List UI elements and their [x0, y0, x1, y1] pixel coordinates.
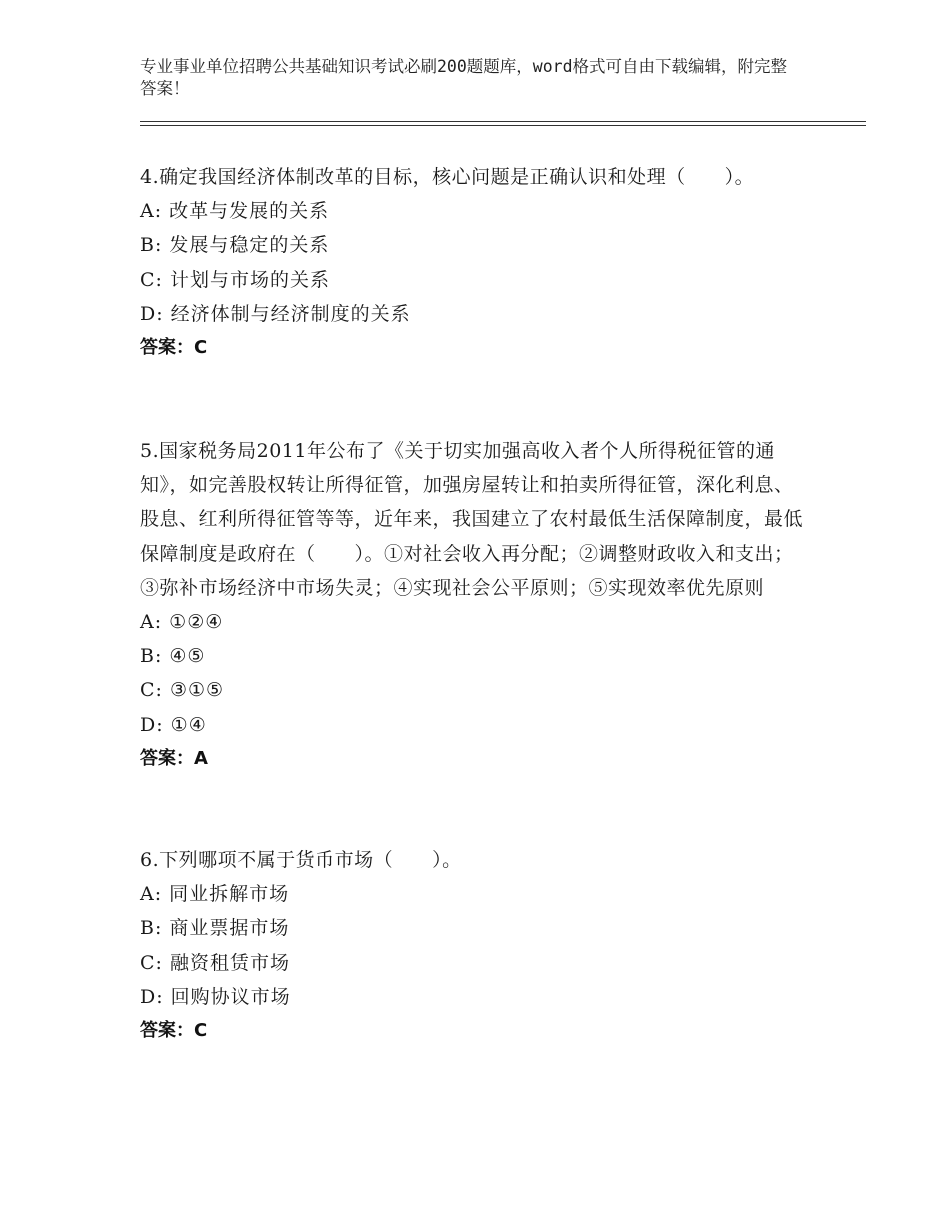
question-4	[140, 160, 810, 365]
header-divider-bottom	[140, 125, 866, 126]
question-stem: 5.国家税务局2011年公布了《关于切实加强高收入者个人所得税征管的通知》，如完善股权转让所得征管，加强房屋转让和拍卖所得征管，深化利息、股息、红利所得征管等等，近年来，我国建立了农村最低生活保障制度，最低保障制度是政府在（ ）。①对社会收入再分配；②调整财政收入和支出；③弥补市场经济中市场失灵；④实现社会公平原则；⑤实现效率优先原则	[140, 440, 804, 599]
question-6	[140, 843, 810, 1048]
option-a: A: 同业拆解市场	[140, 883, 290, 906]
option-c: C: 计划与市场的关系	[140, 268, 330, 291]
option-a: A: 改革与发展的关系	[140, 200, 330, 223]
option-b: B: ④⑤	[140, 645, 206, 668]
option-a: A: ①②④	[140, 611, 224, 634]
question-stem: 4.确定我国经济体制改革的目标，核心问题是正确认识和处理（ ）。	[140, 166, 755, 188]
header-divider-top	[140, 121, 866, 122]
answer: 答案：A	[140, 747, 208, 769]
answer: 答案：C	[140, 1020, 208, 1042]
question-5	[140, 434, 810, 776]
question-stem: 6.下列哪项不属于货币市场（ ）。	[140, 849, 462, 871]
document-header: 专业事业单位招聘公共基础知识考试必刷200题题库，word格式可自由下载编辑，附完整答案！	[140, 57, 788, 98]
option-b: B: 商业票据市场	[140, 917, 290, 940]
answer: 答案：C	[140, 337, 208, 359]
option-d: D: ①④	[140, 713, 207, 736]
option-d: D: 经济体制与经济制度的关系	[140, 302, 411, 325]
option-c: C: ③①⑤	[140, 679, 225, 702]
option-b: B: 发展与稳定的关系	[140, 234, 330, 257]
option-c: C: 融资租赁市场	[140, 951, 290, 974]
option-d: D: 回购协议市场	[140, 985, 291, 1008]
